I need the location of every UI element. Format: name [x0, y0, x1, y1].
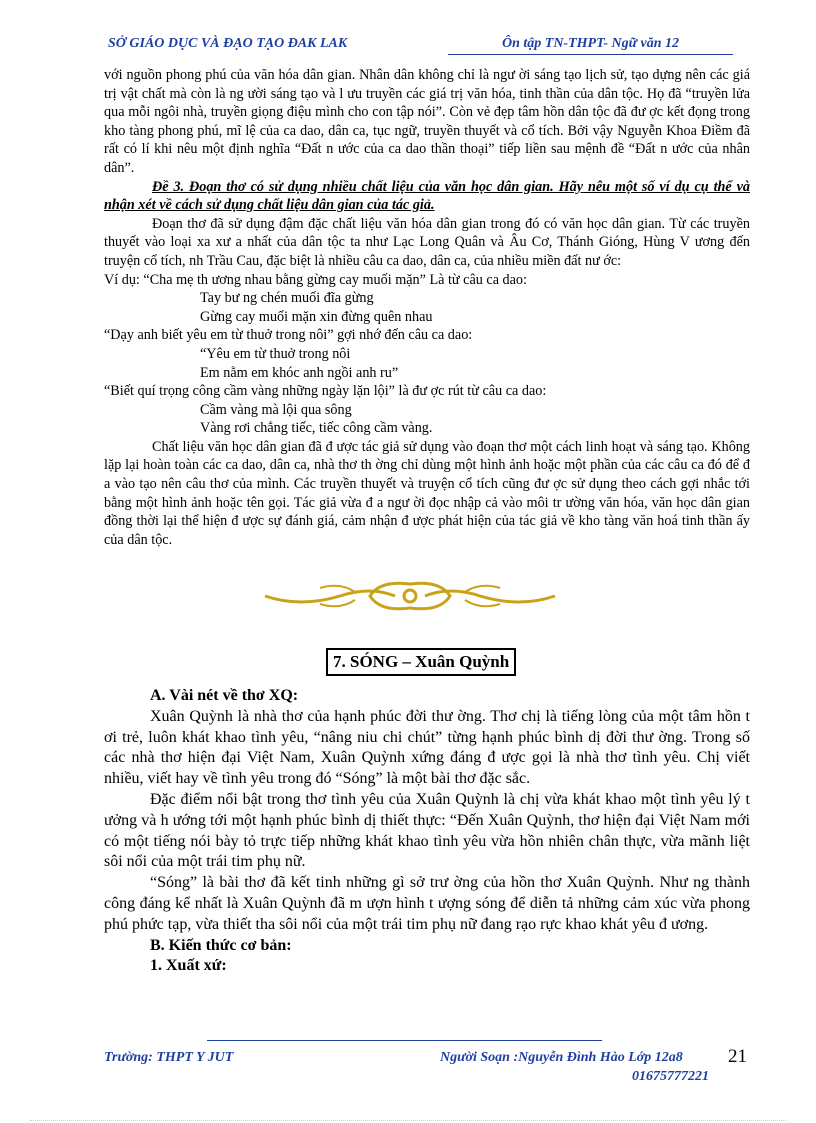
- paragraph-1: với nguồn phong phú của văn hóa dân gian. Nhân dân không chỉ là ngư ời sáng tạo lịch sử, tạo dựng nên các giá trị vật chất mà còn là ng ười sáng tạo và l ưu truyền các giá trị văn hóa, tinh thần của dân tộc. Họ đã “truyền lửa qua mỗi ngôi nhà, truyền giọng điệu mình cho con tập nói”. Còn vẻ đẹp tâm hồn dân tộc đã đư ợc kết đọng trong kho tàng phong phú, mĩ lệ của ca dao, dân ca, tục ngữ, truyền thuyết và cổ tích. Bởi vậy Nguyễn Khoa Điềm đã rất có lí khi nêu một định nghĩa “Đất n ước của ca dao thần thoại” tiếp liền sau mệnh đề “Đất n ước của nhân dân”.: [104, 67, 750, 176]
- page-bottom-edge: [30, 1120, 786, 1121]
- paragraph-2: Đoạn thơ đã sử dụng đậm đặc chất liệu văn hóa dân gian trong đó có văn học dân gian. Từ các truyền thuyết vào loại xa xư a nhất của dân tộc ta như Lạc Long Quân và Âu Cơ, Thánh Gióng, Hùng V ương đến truyện cổ tích, nh Trầu Cau, đặc biệt là nhiều câu ca dao, dân ca, của nhiều miền đất nư ớc:: [104, 215, 750, 269]
- paragraph-a2: Đặc điểm nổi bật trong thơ tình yêu của Xuân Quỳnh là chị vừa khát khao một tình yêu lý t ưởng và h ướng tới một hạnh phúc bình dị thiết thực: “Đến Xuân Quỳnh, thơ hiện đại Việt Nam mới có một tiếng nói bày tỏ trực tiếp những khát khao tình yêu vừa hồn nhiên chân thực, vừa mãnh liệt sôi nổi của một trái tim phụ nữ.: [104, 790, 750, 871]
- paragraph-3: Chất liệu văn học dân gian đã đ ược tác giả sử dụng vào đoạn thơ một cách linh hoạt và sáng tạo. Không lặp lại hoàn toàn các ca dao, dân ca, nhà thơ th ờng chỉ dùng một hình ảnh hoặc một phần của các câu ca đó để đ a vào tạo nên câu thơ của mình. Các truyền thuyết và truyện cổ tích cũng đư ợc sử dụng theo cách gợi nhắc tới bằng một hình ảnh hoặc tên gọi. Tác giả vừa đ a ngư ời đọc nhập cả vào môi tr ường văn hóa, văn học dân gian đồng thời lại thể hiện đ ược sự đánh giá, cảm nhận đ ược phát hiện của tác giả về kho tàng văn hoá tinh thần ấy của dân tộc.: [104, 438, 750, 548]
- verse-line: “Yêu em từ thuở trong nôi: [200, 345, 351, 362]
- example-2: “Dạy anh biết yêu em từ thuở trong nôi” gợi nhớ đến câu ca dao:: [104, 327, 473, 344]
- footer-school: Trường: THPT Y JUT: [104, 1050, 234, 1065]
- verse-line: Cầm vàng mà lội qua sông: [200, 401, 352, 418]
- example-1: Ví dụ: “Cha mẹ th ương nhau bằng gừng cay muối mặn” Là từ câu ca dao:: [104, 271, 527, 288]
- example-3: “Biết quí trọng công cầm vàng những ngày lặn lội” là đư ợc rút từ câu ca dao:: [104, 383, 547, 400]
- footer-divider: [207, 1040, 602, 1041]
- section-top: [104, 66, 750, 549]
- heading-b: B. Kiến thức cơ bản:: [150, 936, 292, 954]
- footer-phone: 01675777221: [632, 1069, 709, 1084]
- paragraph-a1: Xuân Quỳnh là nhà thơ của hạnh phúc đời thư ờng. Thơ chị là tiếng lòng của một tâm hồn t ơi trẻ, luôn khát khao tình yêu, “nâng niu chi chút” từng hạnh phúc bình dị đời thư ờng. Trong số các nhà thơ hiện đại Việt Nam, Xuân Quỳnh xứng đáng đ ược gọi là nhà thơ tình yêu. Chị viết nhiều, viết hay về tình yêu trong đó “Sóng” là một bài thơ đặc sắc.: [104, 707, 750, 788]
- page-number: 21: [728, 1046, 747, 1067]
- paragraph-a3: “Sóng” là bài thơ đã kết tinh những gì sở trư ờng của hồn thơ Xuân Quỳnh. Như ng thành công đáng kể nhất là Xuân Quỳnh đã m ượn hình t ượng sóng để diễn tả những cảm xúc vừa phong phú phức tạp, vừa thiết tha sôi nổi của một trái tim phụ nữ đang rạo rực khao khát yêu đ ương.: [104, 874, 750, 933]
- section-title: 7. SÓNG – Xuân Quỳnh: [326, 648, 516, 676]
- verse-line: Em nằm em khóc anh ngồi anh ru”: [200, 364, 399, 381]
- exercise-3: Đề 3. Đoạn thơ có sử dụng nhiều chất liệu của văn học dân gian. Hãy nêu một số ví dụ cụ thể và nhận xét về cách sử dụng chất liệu dân gian của tác giả.: [104, 178, 750, 214]
- header-left: SỞ GIÁO DỤC VÀ ĐẠO TẠO ĐAK LAK: [108, 36, 348, 51]
- decorative-divider-icon: [260, 578, 560, 614]
- verse-line: Tay bư ng chén muối đĩa gừng: [200, 290, 374, 307]
- footer-author: Người Soạn :Nguyễn Đình Hào Lớp 12a8: [440, 1050, 683, 1065]
- verse-line: Vàng rơi chẳng tiếc, tiếc công cầm vàng.: [200, 420, 433, 437]
- header-right: Ôn tập TN-THPT- Ngữ văn 12: [448, 36, 733, 55]
- verse-line: Gừng cay muối mặn xin đừng quên nhau: [200, 308, 433, 325]
- heading-a: A. Vài nét về thơ XQ:: [150, 687, 299, 704]
- heading-b1: 1. Xuất xứ:: [150, 957, 227, 975]
- section-song: [104, 686, 750, 977]
